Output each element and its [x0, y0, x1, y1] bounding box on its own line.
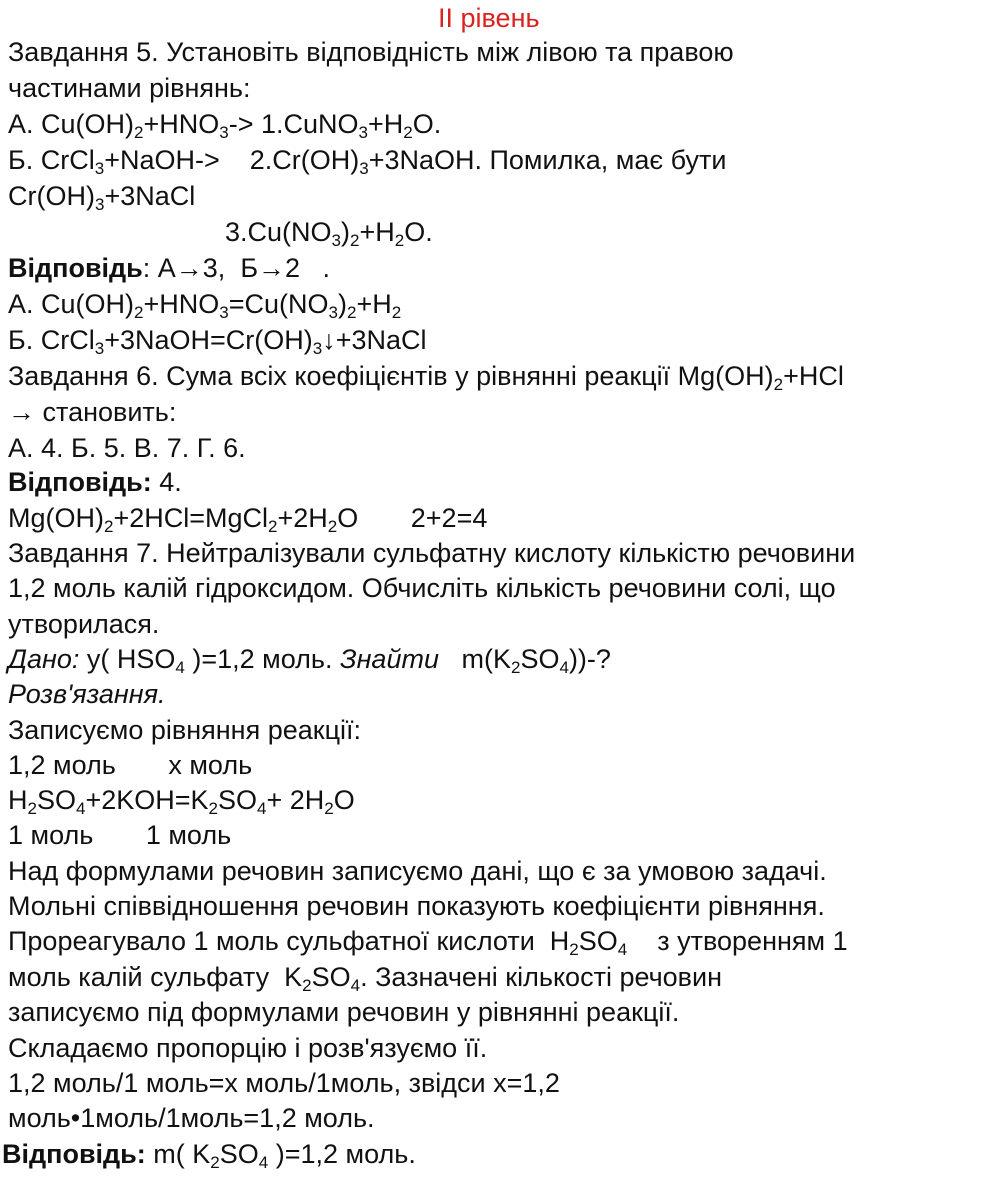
- answer-label: Відповідь:: [8, 467, 152, 497]
- task6-line-2: [8, 396, 176, 428]
- text: SO: [36, 785, 76, 815]
- subscript: 4: [350, 976, 361, 995]
- text: +H: [359, 217, 395, 247]
- subscript: 4: [175, 658, 185, 677]
- text: +2KOH=K: [85, 785, 209, 815]
- task5-heading-cont: частинами рівнянь:: [8, 73, 251, 103]
- subscript: 3: [219, 303, 229, 322]
- find-label: Знайти: [340, 644, 439, 674]
- text: O 2+2=4: [337, 503, 488, 533]
- text: +3NaOH. Помилка, має бути: [368, 145, 727, 175]
- text: А. Cu(OH): [8, 109, 135, 139]
- task7-write-eq: [8, 714, 361, 746]
- text: +H: [356, 289, 392, 319]
- text: +NaOH-> 2.Cr(OH): [104, 145, 360, 175]
- task7-answer: [2, 1138, 416, 1170]
- text: O.: [412, 109, 442, 139]
- subscript: 2: [27, 799, 37, 818]
- text: +H: [368, 109, 404, 139]
- task7-above-eq: [8, 749, 252, 781]
- solution-label: Розв'язання.: [8, 679, 166, 709]
- task5-eq-b: [8, 324, 427, 356]
- subscript: 2: [327, 517, 338, 536]
- task6-options: [8, 432, 246, 464]
- text: Мольні співвідношення речовин показують коефіцієнти рівняння.: [8, 891, 825, 921]
- text: Mg(OH): [8, 503, 104, 533]
- text: Прореагувало 1 моль сульфатної кислоти H: [8, 926, 570, 956]
- subscript: 2: [210, 1153, 220, 1172]
- subscript: 2: [346, 303, 357, 322]
- text: +3NaOH=Cr(OH): [104, 325, 313, 355]
- text: +HCl: [783, 361, 844, 391]
- text: + 2H: [266, 785, 325, 815]
- subscript: 4: [258, 1153, 269, 1172]
- task7-given: [8, 643, 611, 675]
- task5-eq-a: [8, 288, 401, 320]
- task7-p3: [8, 925, 848, 957]
- task7-p8: [8, 1102, 375, 1134]
- subscript: 3: [94, 339, 105, 358]
- task5-line-1: [8, 36, 734, 68]
- answer-label: Відповідь: [8, 253, 143, 283]
- subscript: 4: [617, 940, 628, 959]
- subscript: 4: [559, 658, 569, 677]
- subscript: 2: [510, 658, 521, 677]
- subscript: 3: [331, 231, 341, 250]
- text: Завдання 7. Нейтралізували сульфатну кислоту кількістю речовини: [8, 538, 856, 568]
- answer-text: 4.: [151, 467, 182, 497]
- text: +HNO: [143, 109, 220, 139]
- subscript: 3: [359, 159, 369, 178]
- text: 3.Cu(NO: [225, 217, 332, 247]
- task7-p2: [8, 890, 825, 922]
- subscript: 4: [75, 799, 86, 818]
- text: Складаємо пропорцію і розв'язуємо її.: [8, 1033, 488, 1063]
- task7-solution-label: [8, 678, 166, 710]
- text: Над формулами речовин записуємо дані, що є за умовою задачі.: [8, 856, 827, 886]
- subscript: 2: [302, 976, 312, 995]
- text: m(K: [438, 644, 511, 674]
- subscript: 2: [134, 303, 144, 322]
- subscript: 3: [94, 195, 105, 214]
- subscript: 2: [134, 123, 144, 142]
- text: SO: [520, 644, 560, 674]
- text: O: [333, 785, 355, 815]
- task6-line-1: [8, 360, 844, 392]
- text: Cr(OH): [8, 181, 95, 211]
- text: -> 1.CuNO: [228, 109, 359, 139]
- text: +HNO: [143, 289, 220, 319]
- text: моль•1моль/1моль=1,2 моль.: [8, 1103, 375, 1133]
- subscript: 3: [219, 123, 229, 142]
- text: SO: [219, 1139, 259, 1169]
- text: m( K: [145, 1139, 211, 1169]
- task7-line-2: [8, 572, 836, 604]
- subscript: 2: [773, 375, 784, 394]
- text: SO: [218, 785, 258, 815]
- text: )=1,2 моль.: [184, 644, 340, 674]
- text: Б. CrCl: [8, 325, 95, 355]
- answer-text: : А→3, Б→2 .: [142, 253, 331, 283]
- text: )=1,2 моль.: [268, 1139, 416, 1169]
- subscript: 2: [569, 940, 579, 959]
- task7-p7: [8, 1067, 560, 1099]
- task6-answer: [8, 466, 182, 498]
- text: Записуємо рівняння реакції:: [8, 715, 362, 745]
- task5-heading: Завдання 5. Установіть відповідність між лівою та правою: [8, 37, 734, 67]
- task7-line-3: [8, 608, 159, 640]
- text: 1 моль 1 моль: [8, 820, 232, 850]
- text: SO: [311, 962, 351, 992]
- text: А. Cu(OH): [8, 289, 135, 319]
- subscript: 2: [394, 231, 405, 250]
- task5-option-a: [8, 108, 441, 140]
- task7-p6: [8, 1032, 487, 1064]
- text: . Зазначені кількості речовин: [360, 962, 722, 992]
- subscript: 2: [208, 799, 218, 818]
- answer-label: Відповідь:: [2, 1139, 146, 1169]
- subscript: 2: [268, 517, 278, 536]
- task7-line-1: [8, 537, 855, 569]
- task7-p1: [8, 855, 827, 887]
- text: +3NaCl: [104, 181, 196, 211]
- task6-equation: [8, 502, 487, 534]
- text: 1,2 моль х моль: [8, 750, 253, 780]
- task7-below-eq: [8, 819, 231, 851]
- text: 1,2 моль/1 моль=х моль/1моль, звідси х=1,2: [8, 1068, 560, 1098]
- text: Б. CrCl: [8, 145, 95, 175]
- page-title-text: II рівень: [438, 3, 540, 33]
- subscript: 2: [391, 303, 402, 322]
- text: А. 4. Б. 5. В. 7. Г. 6.: [8, 433, 246, 463]
- text: моль калій сульфату K: [8, 962, 303, 992]
- text: ): [337, 289, 347, 319]
- text: 1,2 моль калій гідроксидом. Обчисліть кількість речовини солі, що: [8, 573, 836, 603]
- task7-p4: [8, 961, 722, 993]
- text: ↓+3NaCl: [322, 325, 427, 355]
- task5-option-b-cont: [8, 180, 195, 212]
- text: SO: [578, 926, 618, 956]
- text: +2HCl=MgCl: [113, 503, 269, 533]
- given-label: Дано:: [8, 644, 80, 674]
- text: O.: [404, 217, 433, 247]
- text: з утворенням 1: [627, 926, 848, 956]
- subscript: 3: [94, 159, 105, 178]
- task5-option-3: [225, 216, 433, 248]
- subscript: 2: [324, 799, 334, 818]
- subscript: 2: [403, 123, 413, 142]
- task5-option-b: [8, 144, 726, 176]
- task7-p5: [8, 996, 679, 1028]
- subscript: 3: [312, 339, 323, 358]
- text: ): [341, 217, 350, 247]
- text: H: [8, 785, 28, 815]
- text: утворилася.: [8, 609, 160, 639]
- subscript: 2: [104, 517, 114, 536]
- text: =Cu(NO: [228, 289, 329, 319]
- text: Завдання 6. Сума всіх коефіцієнтів у рівнянні реакції Mg(OH): [8, 361, 774, 391]
- subscript: 2: [350, 231, 360, 250]
- text: записуємо під формулами речовин у рівнянні реакції.: [8, 997, 680, 1027]
- subscript: 3: [328, 303, 338, 322]
- subscript: 3: [358, 123, 368, 142]
- task5-answer: [8, 252, 330, 284]
- text: ))-?: [568, 644, 611, 674]
- subscript: 4: [257, 799, 267, 818]
- page-title: [438, 2, 540, 34]
- text: +2H: [277, 503, 328, 533]
- text: → становить:: [8, 397, 177, 427]
- task7-equation: [8, 784, 355, 816]
- text: y( HSO: [79, 644, 176, 674]
- task5-line-2: [8, 72, 250, 104]
